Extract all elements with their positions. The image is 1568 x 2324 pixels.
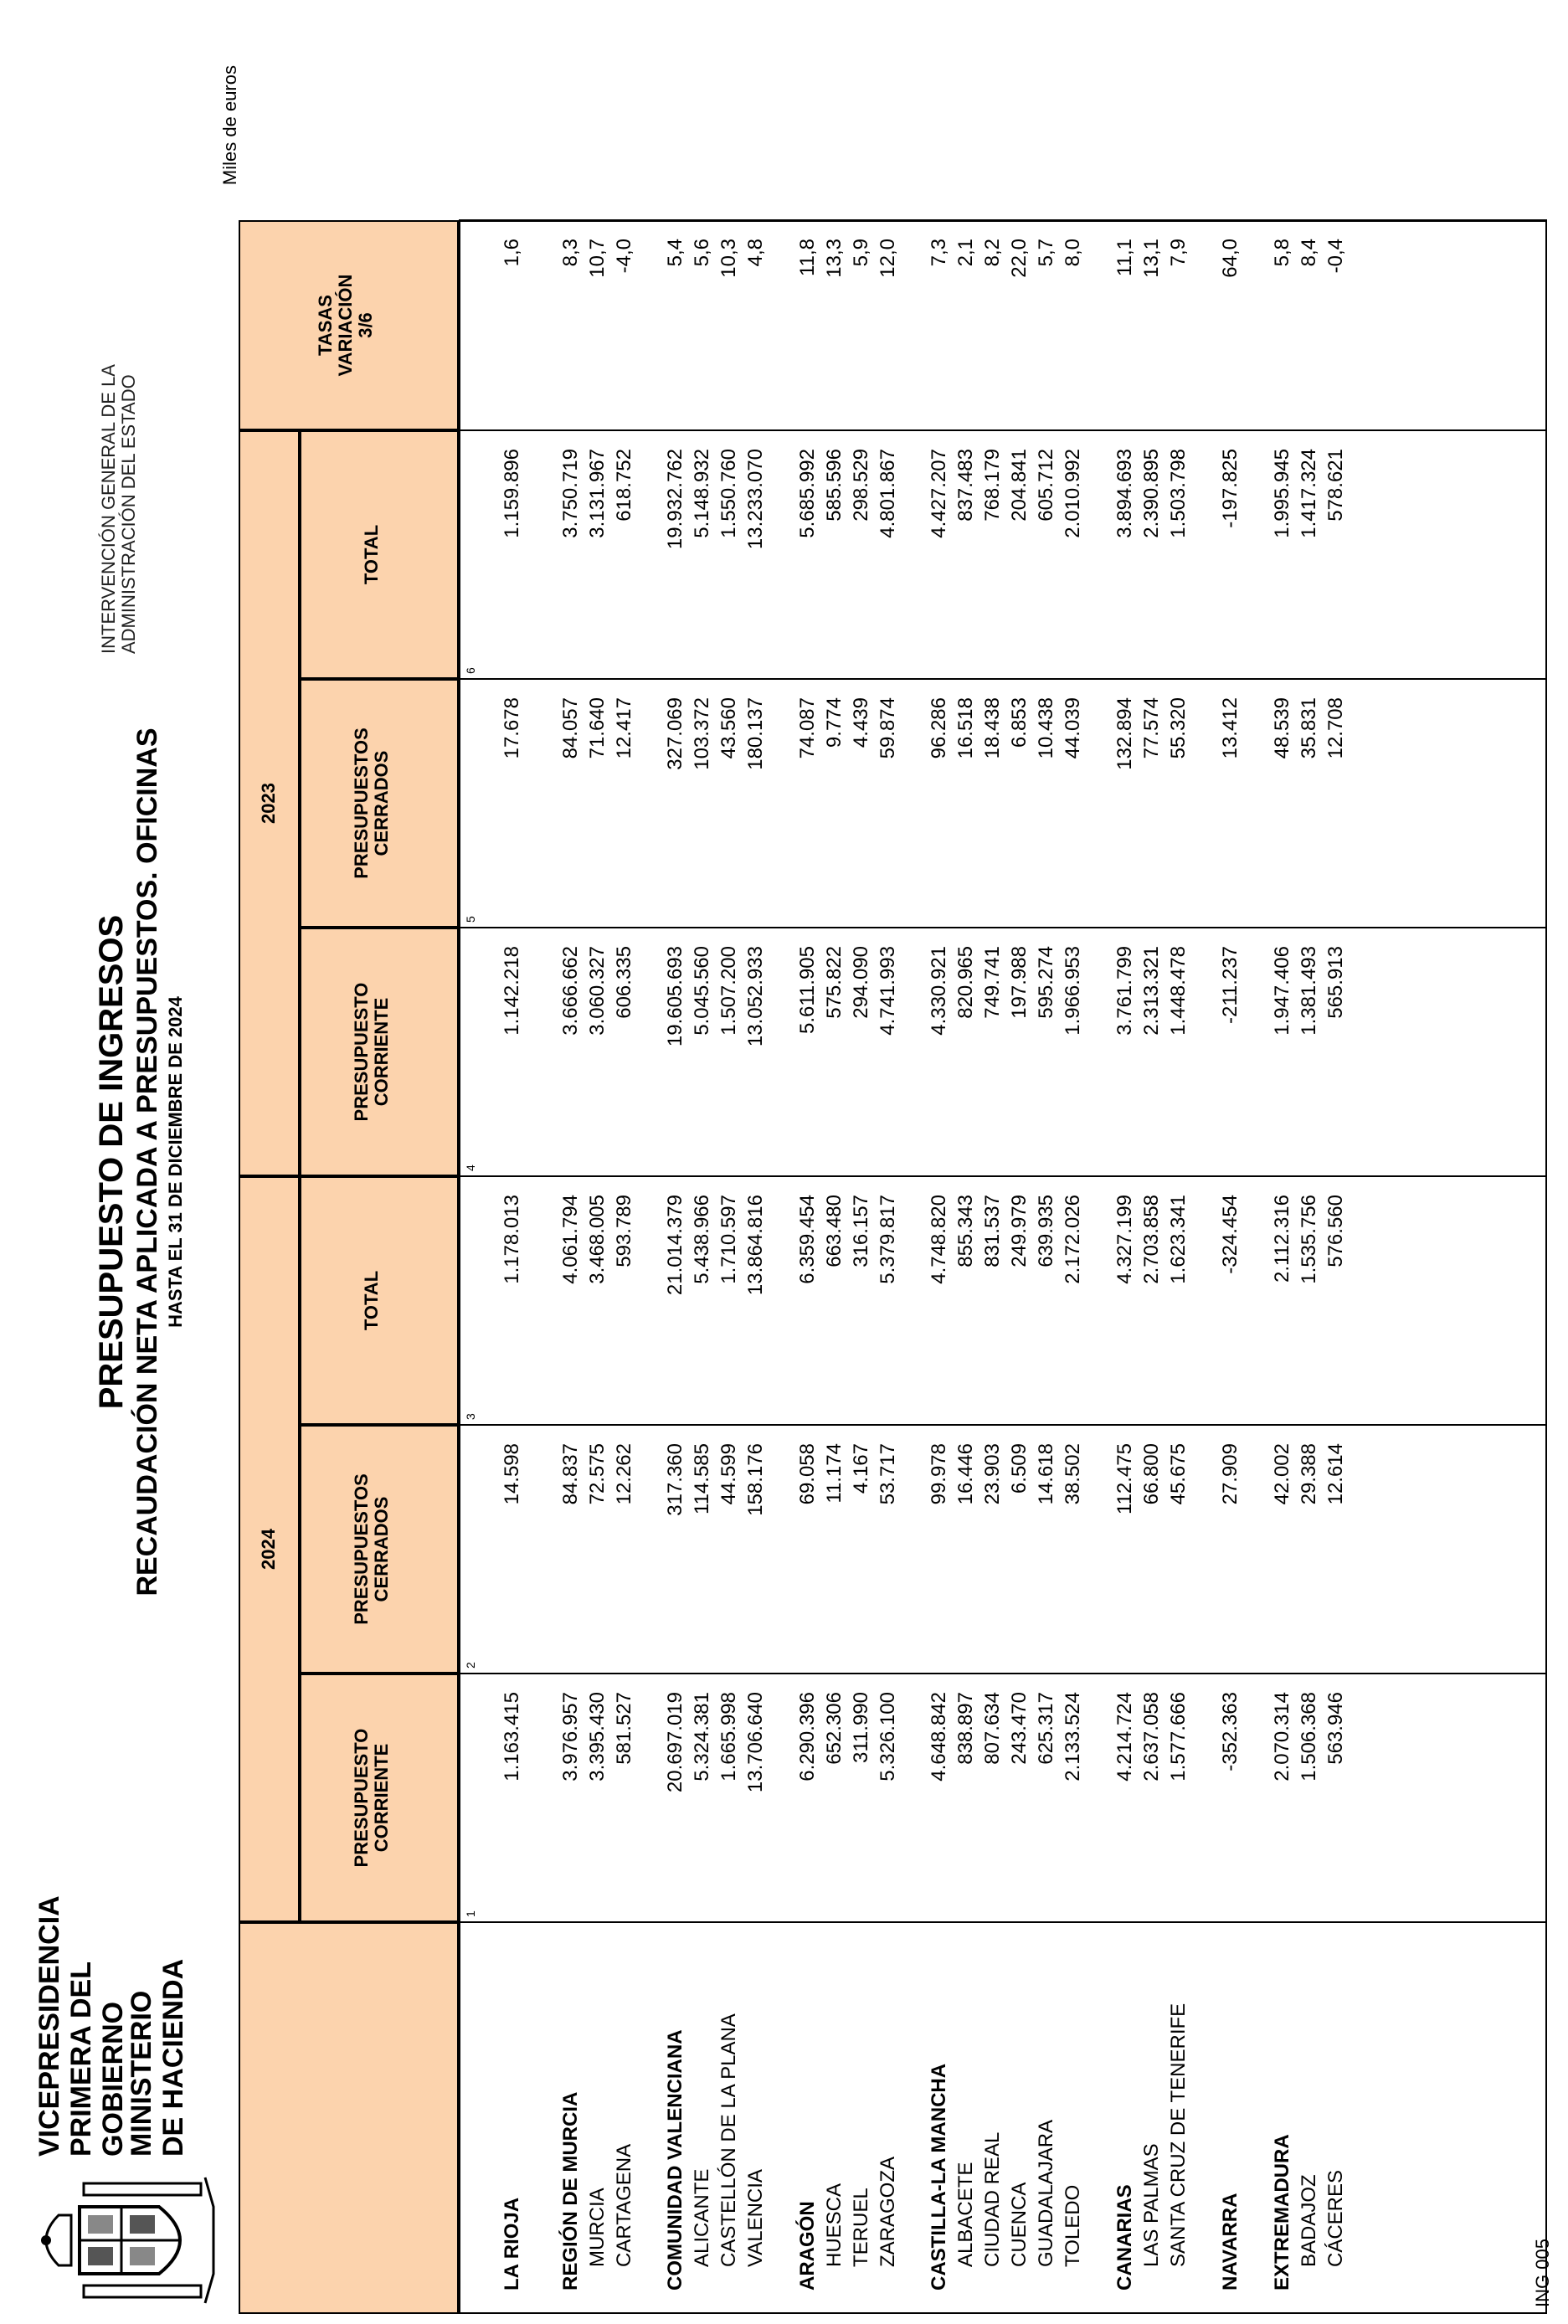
- row-label: TOLEDO: [1062, 2184, 1084, 2267]
- table-cell: 7,9: [1167, 239, 1190, 267]
- table-cell: 66.800: [1140, 1443, 1163, 1505]
- table-cell: 1.506.368: [1298, 1692, 1320, 1782]
- table-cell: 1.159.896: [501, 449, 523, 538]
- table-cell: 1.966.953: [1062, 946, 1084, 1036]
- header-col-1: [300, 1674, 459, 1922]
- table-cell: 13.412: [1219, 697, 1242, 759]
- column-number: 5: [464, 916, 477, 923]
- table-cell: 5.326.100: [877, 1692, 899, 1782]
- table-cell: 294.090: [850, 946, 872, 1019]
- table-cell: 5.324.381: [691, 1692, 713, 1782]
- table-cell: 13,3: [823, 239, 846, 278]
- footer-code: ING 005: [1532, 2239, 1553, 2307]
- row-label: NAVARRA: [1219, 2193, 1242, 2291]
- title-line-1: PRESUPUESTO DE INGRESOS: [93, 914, 130, 1410]
- table-cell: 575.822: [823, 946, 846, 1019]
- row-label: EXTREMADURA: [1271, 2134, 1293, 2291]
- table-cell: 38.502: [1062, 1443, 1084, 1505]
- table-cell: 1.448.478: [1167, 946, 1190, 1036]
- table-cell: 1.535.756: [1298, 1195, 1320, 1284]
- table-cell: 5.379.817: [877, 1195, 899, 1284]
- col-2-label: [352, 1427, 392, 1672]
- row-label: COMUNIDAD VALENCIANA: [664, 2029, 686, 2291]
- table-cell: 1.381.493: [1298, 946, 1320, 1036]
- header-label-corner: [239, 1922, 459, 2314]
- row-label: CARTAGENA: [613, 2143, 635, 2267]
- table-cell: 72.575: [586, 1443, 609, 1505]
- row-label: CANARIAS: [1113, 2184, 1136, 2291]
- table-cell: 14.618: [1035, 1443, 1057, 1505]
- table-cell: 16.446: [954, 1443, 977, 1505]
- header-tasas: [239, 220, 459, 430]
- col-2-label-line-2: CERRADOS: [371, 1496, 392, 1602]
- intervencion-label: INTERVENCIÓN GENERAL DE LA ADMINISTRACIÓN DEL ESTADO: [98, 364, 139, 654]
- table-cell: 6.853: [1008, 697, 1031, 748]
- row-label: GUADALAJARA: [1035, 2119, 1057, 2267]
- table-cell: 5,4: [664, 239, 686, 267]
- table-cell: 1.995.945: [1271, 449, 1293, 538]
- table-cell: 99.978: [928, 1443, 950, 1505]
- table-cell: 11.174: [823, 1443, 846, 1504]
- table-cell: 13.052.933: [744, 946, 767, 1047]
- row-label: SANTA CRUZ DE TENERIFE: [1167, 2003, 1190, 2267]
- vicepresidencia-label: VICEPRESIDENCIA PRIMERA DEL GOBIERNO: [33, 1895, 129, 2157]
- table-cell: 42.002: [1271, 1443, 1293, 1505]
- table-cell: 4.741.993: [877, 946, 899, 1036]
- table-cell: 9.774: [823, 697, 846, 748]
- table-cell: 71.640: [586, 697, 609, 759]
- table-cell: 5.045.560: [691, 946, 713, 1036]
- table-cell: 59.874: [877, 697, 899, 759]
- table-cell: -0,4: [1324, 239, 1347, 274]
- table-cell: 2.390.895: [1140, 449, 1163, 538]
- table-cell: 838.897: [954, 1692, 977, 1765]
- col-1-label-line-1: PRESUPUESTO: [351, 1728, 372, 1868]
- table-cell: 317.360: [664, 1443, 686, 1516]
- table-cell: 298.529: [850, 449, 872, 522]
- table-cell: 1,6: [501, 239, 523, 267]
- column-number: 3: [464, 1413, 477, 1420]
- table-cell: 4.648.842: [928, 1692, 950, 1782]
- table-cell: 4.330.921: [928, 946, 950, 1036]
- table-cell: 1.142.218: [501, 946, 523, 1036]
- table-cell: 3.761.799: [1113, 946, 1136, 1036]
- row-label: CÁCERES: [1324, 2169, 1347, 2267]
- table-cell: 69.058: [796, 1443, 819, 1505]
- table-cell: 7,3: [928, 239, 950, 267]
- table-cell: 6.359.454: [796, 1195, 819, 1284]
- row-label: MURCIA: [586, 2188, 609, 2267]
- header-year-2024: [239, 1176, 300, 1922]
- table-cell: 565.913: [1324, 946, 1347, 1019]
- table-cell: 831.537: [981, 1195, 1004, 1267]
- tasas-line-3: 3/6: [355, 312, 376, 338]
- table-cell: 64,0: [1219, 239, 1242, 278]
- table-cell: 10,7: [586, 239, 609, 278]
- table-cell: 4.439: [850, 697, 872, 748]
- row-label: REGIÓN DE MURCIA: [559, 2091, 582, 2291]
- table-cell: 48.539: [1271, 697, 1293, 759]
- table-cell: 1.178.013: [501, 1195, 523, 1284]
- units-label: Miles de euros: [219, 65, 240, 186]
- table-cell: 1.665.998: [717, 1692, 740, 1782]
- header-col-6: [300, 430, 459, 679]
- row-label: CIUDAD REAL: [981, 2131, 1004, 2267]
- year-2023-label: 2023: [258, 783, 279, 824]
- table-cell: 618.752: [613, 449, 635, 522]
- table-cell: 4.167: [850, 1443, 872, 1494]
- table-cell: 2.637.058: [1140, 1692, 1163, 1782]
- table-cell: 3.666.662: [559, 946, 582, 1036]
- row-label: ALICANTE: [691, 2168, 713, 2267]
- table-cell: 12,0: [877, 239, 899, 278]
- table-cell: 820.965: [954, 946, 977, 1019]
- table-cell: 652.306: [823, 1692, 846, 1765]
- table-cell: 595.274: [1035, 946, 1057, 1019]
- table-cell: 5.438.966: [691, 1195, 713, 1284]
- table-cell: 3.894.693: [1113, 449, 1136, 538]
- column-number: 1: [464, 1910, 477, 1917]
- table-cell: 581.527: [613, 1692, 635, 1765]
- table-cell: 3.976.957: [559, 1692, 582, 1782]
- tasas-line-1: TASAS: [315, 295, 336, 356]
- table-cell: 3.750.719: [559, 449, 582, 538]
- table-cell: -211.237: [1219, 946, 1242, 1024]
- col-5-label-line-2: CERRADOS: [371, 750, 392, 856]
- table-cell: 3.060.327: [586, 946, 609, 1036]
- table-cell: 837.483: [954, 449, 977, 522]
- table-cell: -324.454: [1219, 1195, 1242, 1274]
- col-5-label: [352, 681, 392, 926]
- table-cell: 5,6: [691, 239, 713, 267]
- table-cell: 4.327.199: [1113, 1195, 1136, 1284]
- table-cell: 197.988: [1008, 946, 1031, 1019]
- table-cell: 243.470: [1008, 1692, 1031, 1765]
- column-number: 2: [464, 1662, 477, 1668]
- table-cell: 53.717: [877, 1443, 899, 1505]
- table-cell: 5.611.905: [796, 946, 819, 1034]
- table-cell: -197.825: [1219, 449, 1242, 528]
- table-cell: 563.946: [1324, 1692, 1347, 1765]
- table-cell: 1.577.666: [1167, 1692, 1190, 1782]
- table-cell: 4.801.867: [877, 449, 899, 538]
- row-label: LA RIOJA: [501, 2197, 523, 2291]
- table-cell: 12.614: [1324, 1443, 1347, 1505]
- table-cell: 4.427.207: [928, 449, 950, 538]
- table-cell: 158.176: [744, 1443, 767, 1516]
- table-cell: 2.313.321: [1140, 946, 1163, 1036]
- table-cell: 11,8: [796, 239, 819, 276]
- col-4-label-line-1: PRESUPUESTO: [351, 982, 372, 1122]
- table-cell: 77.574: [1140, 697, 1163, 759]
- table-cell: 23.903: [981, 1443, 1004, 1505]
- row-label: ALBACETE: [954, 2162, 977, 2267]
- table-cell: 2.703.858: [1140, 1195, 1163, 1284]
- table-cell: -4,0: [613, 239, 635, 274]
- col-4-label-line-2: CORRIENTE: [371, 997, 392, 1107]
- table-cell: 2.070.314: [1271, 1692, 1293, 1782]
- table-cell: 576.560: [1324, 1195, 1347, 1267]
- title-line-2: RECAUDACIÓN NETA APLICADA A PRESUPUESTOS. OFICINAS: [131, 728, 163, 1596]
- table-cell: 96.286: [928, 697, 950, 759]
- table-cell: 13.706.640: [744, 1692, 767, 1793]
- row-label: ARAGÓN: [796, 2201, 819, 2291]
- table-cell: 5.148.932: [691, 449, 713, 538]
- table-cell: 103.372: [691, 697, 713, 770]
- table-cell: 1.550.760: [717, 449, 740, 538]
- title-line-3: HASTA EL 31 DE DICIEMBRE DE 2024: [165, 996, 186, 1328]
- table-cell: 5,8: [1271, 239, 1293, 267]
- table-cell: 8,4: [1298, 239, 1320, 267]
- header-col-4: [300, 928, 459, 1176]
- table-cell: 249.979: [1008, 1195, 1031, 1267]
- tasas-label: [316, 222, 376, 429]
- table-cell: 18.438: [981, 697, 1004, 759]
- table-cell: 45.675: [1167, 1443, 1190, 1505]
- table-cell: 1.507.200: [717, 946, 740, 1036]
- table-cell: 6.290.396: [796, 1692, 819, 1782]
- column-number: 4: [464, 1165, 477, 1171]
- table-cell: 2.172.026: [1062, 1195, 1084, 1284]
- table-cell: 44.599: [717, 1443, 740, 1505]
- table-cell: 1.623.341: [1167, 1195, 1190, 1284]
- table-cell: 22,0: [1008, 239, 1031, 278]
- table-cell: 44.039: [1062, 697, 1084, 759]
- table-cell: 55.320: [1167, 697, 1190, 759]
- table-cell: 768.179: [981, 449, 1004, 522]
- table-cell: 12.417: [613, 697, 635, 759]
- table-cell: 663.480: [823, 1195, 846, 1267]
- header-year-2023: [239, 430, 300, 1176]
- table-cell: 19.932.762: [664, 449, 686, 550]
- table-cell: 13,1: [1140, 239, 1163, 278]
- table-cell: 17.678: [501, 697, 523, 759]
- table-cell: 1.163.415: [501, 1692, 523, 1782]
- table-cell: 84.057: [559, 697, 582, 759]
- row-label: VALENCIA: [744, 2169, 767, 2267]
- col-2-label-line-1: PRESUPUESTOS: [351, 1473, 372, 1625]
- table-cell: 4,8: [744, 239, 767, 267]
- table-cell: 3.131.967: [586, 449, 609, 538]
- table-cell: 5,7: [1035, 239, 1057, 267]
- table-cell: 11,1: [1113, 239, 1136, 276]
- table-cell: 316.157: [850, 1195, 872, 1267]
- col-1-label: [352, 1675, 392, 1920]
- table-cell: 27.909: [1219, 1443, 1242, 1505]
- table-cell: 606.335: [613, 946, 635, 1019]
- col-4-label: [352, 929, 392, 1175]
- table-cell: 5.685.992: [796, 449, 819, 538]
- table-cell: 5,9: [850, 239, 872, 267]
- table-cell: 8,0: [1062, 239, 1084, 267]
- table-cell: 112.475: [1113, 1443, 1136, 1514]
- tasas-line-2: VARIACIÓN: [335, 274, 356, 377]
- header-col-3: [300, 1176, 459, 1425]
- table-cell: 2,1: [954, 239, 977, 267]
- table-cell: 4.061.794: [559, 1195, 582, 1284]
- row-label: TERUEL: [850, 2188, 872, 2267]
- table-cell: 8,3: [559, 239, 582, 267]
- table-cell: 29.388: [1298, 1443, 1320, 1505]
- table-cell: 2.010.992: [1062, 449, 1084, 538]
- table-cell: 16.518: [954, 697, 977, 759]
- table-cell: 807.634: [981, 1692, 1004, 1765]
- row-label: CASTELLÓN DE LA PLANA: [717, 2013, 740, 2267]
- header-col-2: [300, 1425, 459, 1674]
- table-cell: 749.741: [981, 946, 1004, 1019]
- table-cell: 639.935: [1035, 1195, 1057, 1267]
- table-cell: 4.748.820: [928, 1195, 950, 1284]
- table-cell: 13.233.070: [744, 449, 767, 550]
- table-cell: 20.697.019: [664, 1692, 686, 1793]
- table-cell: 35.831: [1298, 697, 1320, 759]
- table-cell: 1.503.798: [1167, 449, 1190, 538]
- table-cell: 132.894: [1113, 697, 1136, 770]
- col-6-label: [362, 432, 382, 677]
- row-label: LAS PALMAS: [1140, 2143, 1163, 2267]
- table-cell: 74.087: [796, 697, 819, 759]
- row-label: HUESCA: [823, 2183, 846, 2267]
- table-cell: 204.841: [1008, 449, 1031, 522]
- column-number: 6: [464, 667, 477, 674]
- table-cell: 1.947.406: [1271, 946, 1293, 1036]
- table-cell: 2.133.524: [1062, 1692, 1084, 1782]
- table-cell: 180.137: [744, 697, 767, 770]
- table-cell: 585.596: [823, 449, 846, 522]
- table-cell: 605.712: [1035, 449, 1057, 522]
- col-1-label-line-2: CORRIENTE: [371, 1743, 392, 1853]
- table-cell: 12.708: [1324, 697, 1347, 759]
- ministerio-label: MINISTERIO DE HACIENDA: [126, 1958, 189, 2157]
- table-cell: 6.509: [1008, 1443, 1031, 1494]
- col-5-label-line-1: PRESUPUESTOS: [351, 728, 372, 879]
- table-cell: 43.560: [717, 697, 740, 759]
- table-cell: 578.621: [1324, 449, 1347, 522]
- row-label: CASTILLA-LA MANCHA: [928, 2063, 950, 2291]
- row-label: CUENCA: [1008, 2182, 1031, 2267]
- table-cell: -352.363: [1219, 1692, 1242, 1771]
- table-cell: 13.864.816: [744, 1195, 767, 1296]
- table-cell: 1.417.324: [1298, 449, 1320, 538]
- document-title: [92, 0, 188, 2324]
- table-cell: 114.585: [691, 1443, 713, 1514]
- table-cell: 327.069: [664, 697, 686, 770]
- column-separator: [459, 219, 1547, 221]
- table-cell: 625.317: [1035, 1692, 1057, 1765]
- col-3-label: [362, 1178, 382, 1423]
- table-cell: 4.214.724: [1113, 1692, 1136, 1782]
- year-2024-label: 2024: [258, 1529, 279, 1570]
- table-cell: 3.468.005: [586, 1195, 609, 1284]
- header-col-5: [300, 679, 459, 928]
- table-cell: 3.395.430: [586, 1692, 609, 1782]
- table-cell: 593.789: [613, 1195, 635, 1267]
- table-cell: 8,2: [981, 239, 1004, 267]
- table-cell: 311.990: [850, 1692, 872, 1763]
- table-cell: 14.598: [501, 1443, 523, 1505]
- table-cell: 10.438: [1035, 697, 1057, 759]
- table-cell: 19.605.693: [664, 946, 686, 1047]
- table-cell: 84.837: [559, 1443, 582, 1505]
- table-cell: 21.014.379: [664, 1195, 686, 1296]
- table-cell: 855.343: [954, 1195, 977, 1267]
- row-label: BADAJOZ: [1298, 2174, 1320, 2267]
- row-label: ZARAGOZA: [877, 2156, 899, 2267]
- table-cell: 10,3: [717, 239, 740, 278]
- table-cell: 1.710.597: [717, 1195, 740, 1284]
- table-cell: 12.262: [613, 1443, 635, 1505]
- col-3-label-line-1: TOTAL: [361, 1270, 382, 1331]
- table-cell: 2.112.316: [1271, 1195, 1293, 1283]
- col-6-label-line-1: TOTAL: [361, 524, 382, 585]
